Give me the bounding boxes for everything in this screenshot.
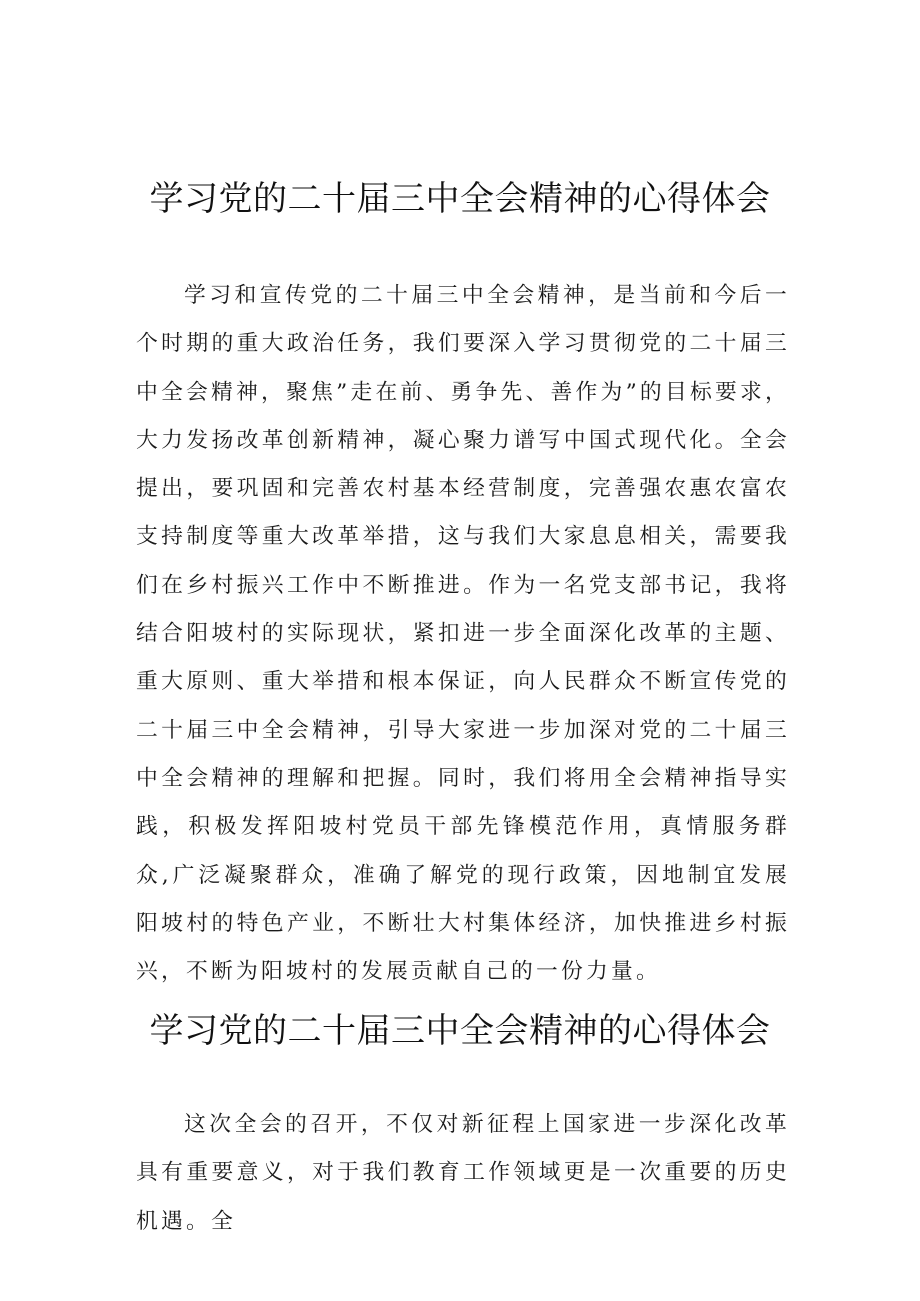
body-paragraph: 这次全会的召开，不仅对新征程上国家进一步深化改革具有重要意义，对于我们教育工作领域更是一次重要的历史机遇。全	[136, 1112, 790, 1234]
section-title: 学习党的二十届三中全会精神的心得体会	[149, 179, 771, 219]
body-paragraph: 学习和宣传党的二十届三中全会精神，是当前和今后一个时期的重大政治任务，我们要深入学习贯彻党的二十届三中全会精神，聚焦”走在前、勇争先、善作为”的目标要求，大力发扬改革创新精神，凝心聚力谱写中国式现代化。全会提出，要巩固和完善农村基本经营制度，完善强农惠农富农支持制度等重大改革举措，这与我们大家息息相关，需要我们在乡村振兴工作中不断推进。作为一名党支部书记，我将结合阳坡村的实际现状，紧扣进一步全面深化改革的主题、重大原则、重大举措和根本保证，向人民群众不断宣传党的二十届三中全会精神，引导大家进一步加深对党的二十届三中全会精神的理解和把握。同时，我们将用全会精神指导实践，积极发挥阳坡村党员干部先锋模范作用，真情服务群众,广泛凝聚群众，准确了解党的现行政策，因地制宜发展阳坡村的特色产业，不断壮大村集体经济，加快推进乡村振兴，不断为阳坡村的发展贡献自己的一份力量。	[136, 283, 790, 985]
section-title: 学习党的二十届三中全会精神的心得体会	[149, 1011, 771, 1051]
